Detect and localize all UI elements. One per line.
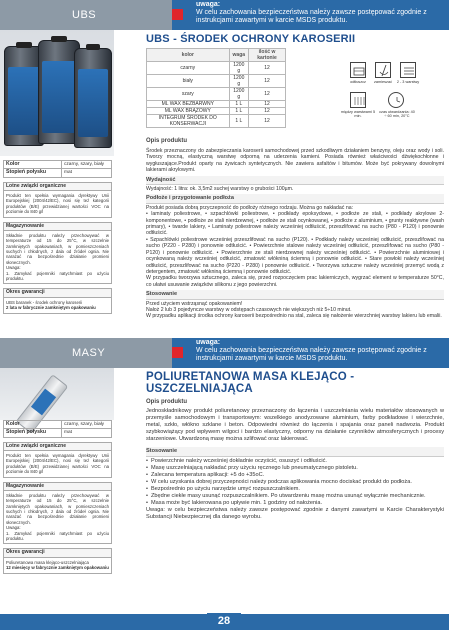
warranty-heading: Okres gwarancji <box>3 288 112 296</box>
storage-text <box>3 230 112 285</box>
voc-text: Produkt ten spełnia wymagania dyrektywy Unii Europejskiej (2004/42/EC), nosi się też kategorii produktów (B/E) przewidzianej wartości VOC na poziomie do 840 g/l <box>3 450 112 478</box>
list-item: • Powierzchnie należy wcześniej dokładnie oczyścić, osuszyć i odtłuścić. <box>146 458 444 465</box>
section-heading: Stosowanie <box>146 447 444 457</box>
table-row <box>147 75 286 88</box>
clock-icon <box>388 92 404 108</box>
table-row <box>147 115 286 128</box>
section-heading: Podłoże i przygotowanie podłoża <box>146 194 444 203</box>
list-item: • Bezpośrednio po użyciu narzędzie umyć rozpuszczalnikiem. <box>146 486 444 493</box>
storage-note-heading: Uwaga: <box>6 265 21 271</box>
table-row <box>147 88 286 101</box>
list-item: • Zbędne ciekłe masy usunąć rozpuszczalnikiem. Po utwardzeniu masę można usunąć wyłącznie mechanicznie. <box>146 493 444 500</box>
section-heading: Wydajność <box>146 176 444 185</box>
storage-body: Składnie produktu należy przechowywać w temperaturze od 15 do 25°C, w szczelnie zamkniętych opakowaniach, w pomieszczeniach suchych i chłodnych, z dala od źródeł ognia. Nie narażać na bezpośrednie działanie promieni słonecznych. <box>6 232 109 265</box>
warranty-text <box>3 297 112 314</box>
list-item: • Masa może być lakierowana po upływie min. 1 godziny od nałożenia. <box>146 500 444 507</box>
table-cell: 12 <box>249 108 286 115</box>
table-cell: czarny <box>147 62 230 75</box>
degrease-icon <box>350 62 366 78</box>
storage-heading: Magazynowanie <box>3 482 112 490</box>
voc-text: Produkt ten spełnia wymagania dyrektywy Unii Europejskiej (2004/42/EC), nosi się też kategorii produktów (B/E) przewidzianej wartości VOC na poziomie do 840 g/l <box>3 190 112 218</box>
icon-label: odtłuszcz <box>350 80 366 84</box>
stir-icon <box>375 62 391 78</box>
warranty-line: Poliuretanowa masa klejąco-uszczelniająca <box>6 559 89 565</box>
spec-label: Kolor <box>4 161 62 168</box>
product1-description <box>146 148 444 320</box>
voc-heading: Lotne związki organiczne <box>3 442 112 450</box>
table-cell: 12 <box>249 115 286 128</box>
storage-body: Składnie produktu należy przechowywać w temperaturze od 15 do 25°C, w szczelnie zamkniętych opakowaniach, w pomieszczeniach suchych i chłodnych, z dala od źródeł ognia. Nie narażać na bezpośrednie działanie promieni słonecznych. <box>6 492 109 525</box>
usage-text: Przed użyciem wstrząsnąć opakowaniem! Nałoż 2 lub 3 pojedyncze warstwy w odstępach czasowych nie większych niż 5÷10 minut. W przypadku aplikacji środka ochrony karoserii bezpośrednio na stal, zaleca się nałożenie wierzchniej warstwy lakieru lub emalii. <box>146 300 442 320</box>
section-heading: Stosowanie <box>146 290 444 299</box>
warranty-line: UBS baranek - środek ochrony karoserii <box>6 299 83 305</box>
table-cell: 1200 g <box>229 75 248 88</box>
safety-note: Uwaga: w celu bezpieczeństwa należy zawsze postępować zgodnie z danymi zawartymi w Karcie Charakterystyki Substancji Niebezpiecznej dla danego wyrobu. <box>146 507 444 520</box>
product1-specs <box>3 160 112 314</box>
section-heading: Opis produktu <box>146 138 187 144</box>
spec-value: czarny, szary, biały <box>64 162 105 167</box>
storage-note-heading: Uwaga: <box>6 525 21 531</box>
voc-heading: Lotne związki organiczne <box>3 182 112 190</box>
table-header: ilość w kartonie <box>249 49 286 62</box>
icon-label: zamieszać <box>374 80 392 84</box>
icon-label: czas utwardzania: 40 ÷ 60 min, 20°C <box>379 110 415 119</box>
table-cell: 12 <box>249 88 286 101</box>
product-photo-cans <box>0 30 114 156</box>
product2-description <box>146 396 444 521</box>
table-cell: 12 <box>249 62 286 75</box>
title-line: USZCZELNIAJĄCA <box>146 383 253 395</box>
table-header: waga <box>229 49 248 62</box>
spec-label: Stopień połysku <box>4 429 62 436</box>
warranty-line: 12 miesięcy w fabrycznie zamkniętym opakowaniu <box>6 565 109 571</box>
table-cell: 12 <box>249 75 286 88</box>
warning-square-icon <box>172 9 183 20</box>
spec-box <box>3 420 112 438</box>
warning-body: W celu zachowania bezpieczeństwa należy zawsze postępować zgodnie z instrukcjami zawartymi w karcie MSDS produktu. <box>196 347 427 362</box>
can-image <box>74 48 112 148</box>
spec-label: Kolor <box>4 421 62 428</box>
description-text: Jednoskładnikowy produkt poliuretanowy przeznaczony do łączenia i uszczelniania wielu materiałów stosowanych w przemyśle samochodowym i transportowym: wszelkiego anodyzowane aluminium, farby podkładowe i wierzchnie, metal, szkło, włókno szklane i beton. Odpowiedni również do łączenia i spajania oraz paneli nadwozia. Produkt szybkowiążący pod wpływem wilgoci i bardzo elastyczny, odporny na działanie czynników atmosferycznych i procesy starzeniowe. Utwardzoną masę można szlifować oraz lakierować. <box>146 408 444 442</box>
icon-label: między warstwami 5 min. <box>340 110 376 119</box>
product-title: UBS - ŚRODEK OCHRONY KAROSERII <box>146 33 356 45</box>
page-number: 28 <box>207 613 241 630</box>
storage-note: 1. Zamykać pojemniki natychmiast po użyciu produktu. <box>6 530 109 542</box>
substrate-text: Produkt posiada dobrą przyczepność do podłoży różnego rodzaju. Można go nakładać na: • laminaty poliestrowe, • szpachlówki poliestrowe, • podkłady epoksydowe, • podłoże ze stali, • podkłady akrylowe 2-komponentowe, • podłoże ze stali nierdzewnej, • podłoże ze stali ocynkowanej, • podłoże z aluminium, • grunty reaktywne (wash primary), • twarde lakiery, • Laminaty poliestrowe należy wcześniej odtłuścić, przeszlifować na sucho (P80 - P120) i ponownie odtłuścić. • Szpachlówki poliestrowe wcześniej przeszlifować na sucho (P120). • Podkłady należy wcześniej odtłuścić, przeszlifować na sucho (P220 - P280) i ponownie odtłuścić. • Powierzchnie stalowe należy wcześniej odtłuścić, przeszlifować na sucho (P80 - P120) i ponownie odtłuścić. • Powierzchnie ze stali nierdzewnej należy wcześniej odtłuścić. • Powierzchnie aluminiowej i ocynkowaną należy wcześniej odtłuścić, zmatowić włókniną ściemną i ponownie odtłuścić. • Stare powłoki należy wcześniej odtłuścić, przeszlifować na sucho (P220 - P280) i ponownie odtłuścić. • Tworzywa sztuczne należy wcześniej przemyć wodą z detergentem, zmatowić włókniną ściemną i ponownie odtłuścić. W przypadku tworzywa sztucznego, zaleca się, przed rozpoczęciem prac lakierniczych, wygrzać element w temperaturze 50°C, co ułatwi usuwanie związków silikonu z jego powierzchni. <box>146 204 444 288</box>
list-item: • W celu uzyskania dobrej przyczepności należy podczas aplikowania mocno dociskać produkt do podłoża. <box>146 479 444 486</box>
table-cell: 1 L <box>229 108 248 115</box>
product2-specs <box>3 420 112 574</box>
table-cell: 1200 g <box>229 88 248 101</box>
yield-text: Wydajność: 1 litra: ok. 3,5m2 suchej warstwy o grubości 100µm. <box>146 186 294 193</box>
spec-value: czarny, szary, biały <box>64 422 105 427</box>
spec-box <box>3 160 112 178</box>
list-item: • Zalecana temperatura aplikacji: +5 do +35oC. <box>146 472 444 479</box>
spec-label: Stopień połysku <box>4 169 62 176</box>
table-cell: INTEGRUM ŚRODEK DO KONSERWACJI <box>147 115 230 128</box>
table-row <box>147 62 286 75</box>
icon-label: 2 - 3 warstwy <box>396 80 420 84</box>
table-header: kolor <box>147 49 230 62</box>
usage-list <box>146 458 444 507</box>
storage-note: 1. Zamykać pojemniki natychmiast po użyciu produktu. <box>6 270 109 282</box>
warning-text <box>196 339 446 363</box>
warranty-line: 2 lata w fabrycznie zamkniętym opakowaniu <box>6 305 96 311</box>
table-cell: 1 L <box>229 101 248 108</box>
warranty-heading: Okres gwarancji <box>3 548 112 556</box>
section-heading: Opis produktu <box>146 399 187 405</box>
description-text: Środek przeznaczony do zabezpieczania karoserii samochodowej przed szkodliwym działaniem benzyny, oleju oraz wody i soli. Tworzy mocną, elastyczną warstwę odporną na uderzenia kamieni. Posiada również właściwości dźwiękochłonne i wygłuszające.Produkt oparty na żywicach syntetycznych. Nie zawiera asfaltów i bitumów. Może być pokrywany dowolnymi lakierami akrylowymi. <box>146 148 444 174</box>
title-line: POLIURETANOWA MASA KLEJĄCO - <box>146 371 355 383</box>
warning-body: W celu zachowania bezpieczeństwa należy zawsze postępować zgodnie z instrukcjami zawartymi w karcie MSDS produktu. <box>196 9 427 24</box>
table-row <box>147 108 286 115</box>
warning-title: uwaga: <box>196 339 221 346</box>
product-photo-tube <box>0 368 114 420</box>
warning-square-icon <box>172 347 183 358</box>
warning-band-mid <box>0 338 449 368</box>
layers-icon <box>400 62 416 78</box>
page-footer <box>0 614 449 630</box>
category-label: MASY <box>0 338 172 368</box>
category-label: UBS <box>0 0 172 30</box>
warning-text <box>196 1 446 25</box>
list-item: • Masę uszczelniającą nakładać przy użyciu ręcznego lub pneumatycznego pistoletu. <box>146 465 444 472</box>
table-cell: 12 <box>249 101 286 108</box>
table-cell: 1 L <box>229 115 248 128</box>
flash-off-time-icon <box>350 92 366 108</box>
warning-title: uwaga: <box>196 1 221 8</box>
storage-text <box>3 490 112 545</box>
warranty-text <box>3 557 112 574</box>
table-row <box>147 101 286 108</box>
table-cell: 1200 g <box>229 62 248 75</box>
warning-band-top <box>0 0 449 30</box>
table-cell: szary <box>147 88 230 101</box>
table-cell: ML WAX BEZBARWNY <box>147 101 230 108</box>
product-table <box>146 48 286 128</box>
spec-value: mat <box>64 430 72 436</box>
product-title <box>146 371 354 395</box>
spec-value: mat <box>64 170 72 176</box>
table-cell: biały <box>147 75 230 88</box>
table-cell: ML WAX BRĄZOWY <box>147 108 230 115</box>
storage-heading: Magazynowanie <box>3 222 112 230</box>
